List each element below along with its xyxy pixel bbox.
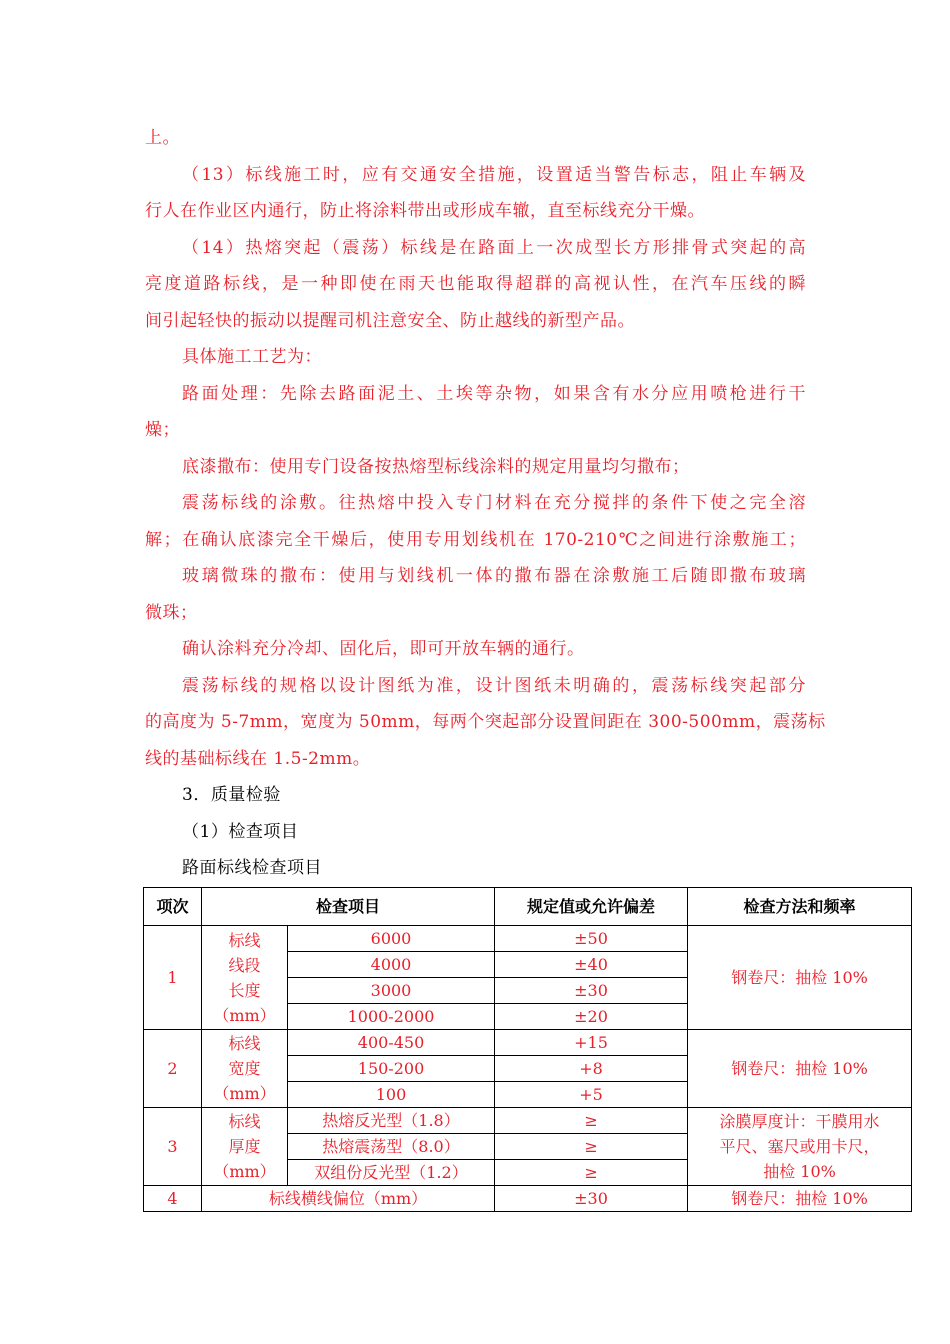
table-row (144, 1108, 912, 1134)
cell-spec: 3000 (288, 978, 495, 1004)
paragraph-line: 的高度为 5-7mm，宽度为 50mm，每两个突起部分设置间距在 300-500mm，震荡标 (145, 712, 826, 732)
paragraph-line: 玻璃微珠的撒布：使用与划线机一体的撒布器在涂敷施工后随即撒布玻璃 (182, 566, 806, 586)
cell-spec: 双组份反光型（1.2） (288, 1160, 495, 1186)
table-row (144, 1030, 912, 1056)
paragraph-line: 震荡标线的涂敷。往热熔中投入专门材料在充分搅拌的条件下使之完全溶 (182, 493, 806, 513)
cell-tolerance: ±40 (495, 952, 688, 978)
cell-tolerance: +15 (495, 1030, 688, 1056)
cell-spec: 热熔反光型（1.8） (288, 1108, 495, 1134)
cell-spec: 标线横线偏位（mm） (202, 1186, 495, 1212)
paragraph-line: 间引起轻快的振动以提醒司机注意安全、防止越线的新型产品。 (145, 311, 635, 331)
cell-spec: 100 (288, 1082, 495, 1108)
header-method: 检查方法和频率 (688, 888, 912, 926)
paragraph-line: 行人在作业区内通行，防止将涂料带出或形成车辙，直至标线充分干燥。 (145, 201, 705, 221)
paragraph-line: （14）热熔突起（震荡）标线是在路面上一次成型长方形排骨式突起的高 (182, 238, 806, 258)
paragraph-line: 解；在确认底漆完全干燥后，使用专用划线机在 170-210℃之间进行涂敷施工； (145, 530, 806, 550)
cell-spec: 热熔震荡型（8.0） (288, 1134, 495, 1160)
paragraph-line: 确认涂料充分冷却、固化后，即可开放车辆的通行。 (182, 639, 585, 659)
header-item: 检查项目 (202, 888, 495, 926)
cell-method: 钢卷尺：抽检 10% (688, 926, 912, 1030)
cell-spec: 6000 (288, 926, 495, 952)
table-row (144, 926, 912, 952)
paragraph-line: 底漆撒布：使用专门设备按热熔型标线涂料的规定用量均匀撒布； (182, 457, 690, 477)
paragraph-line: 上。 (145, 128, 180, 148)
paragraph-line: 路面处理：先除去路面泥土、土埃等杂物，如果含有水分应用喷枪进行干 (182, 384, 806, 404)
row-index: 1 (144, 926, 202, 1030)
cell-tolerance: ≥ (495, 1134, 688, 1160)
cell-tolerance: ±30 (495, 978, 688, 1004)
header-tolerance: 规定值或允许偏差 (495, 888, 688, 926)
table-caption: 路面标线检查项目 (182, 858, 322, 878)
row-category: 标线 宽度 （mm） (202, 1030, 288, 1108)
paragraph-line: （13）标线施工时，应有交通安全措施，设置适当警告标志，阻止车辆及 (182, 165, 806, 185)
header-index: 项次 (144, 888, 202, 926)
cell-method: 钢卷尺：抽检 10% (688, 1186, 912, 1212)
row-index: 2 (144, 1030, 202, 1108)
paragraph-line: 燥； (145, 420, 180, 440)
cell-spec: 1000-2000 (288, 1004, 495, 1030)
table-header-row (144, 888, 912, 926)
cell-spec: 150-200 (288, 1056, 495, 1082)
cell-tolerance: +8 (495, 1056, 688, 1082)
subsection-heading: （1）检查项目 (182, 822, 299, 842)
inspection-table (143, 887, 912, 1212)
paragraph-line: 线的基础标线在 1.5-2mm。 (145, 749, 371, 769)
row-category: 标线 线段 长度 （mm） (202, 926, 288, 1030)
row-category: 标线 厚度 （mm） (202, 1108, 288, 1186)
cell-spec: 400-450 (288, 1030, 495, 1056)
cell-spec: 4000 (288, 952, 495, 978)
paragraph-line: 震荡标线的规格以设计图纸为准，设计图纸未明确的，震荡标线突起部分 (182, 676, 806, 696)
cell-method: 钢卷尺：抽检 10% (688, 1030, 912, 1108)
section-heading: 3．质量检验 (182, 785, 281, 805)
cell-tolerance: ±50 (495, 926, 688, 952)
paragraph-line: 微珠； (145, 603, 198, 623)
row-index: 4 (144, 1186, 202, 1212)
cell-tolerance: ≥ (495, 1160, 688, 1186)
cell-method: 涂膜厚度计：干膜用水 平尺、塞尺或用卡尺， 抽检 10% (688, 1108, 912, 1186)
cell-tolerance: ±20 (495, 1004, 688, 1030)
paragraph-line: 具体施工工艺为： (182, 347, 322, 367)
table-row (144, 1186, 912, 1212)
cell-tolerance: ≥ (495, 1108, 688, 1134)
cell-tolerance: +5 (495, 1082, 688, 1108)
cell-tolerance: ±30 (495, 1186, 688, 1212)
row-index: 3 (144, 1108, 202, 1186)
paragraph-line: 亮度道路标线，是一种即使在雨天也能取得超群的高视认性，在汽车压线的瞬 (145, 274, 806, 294)
